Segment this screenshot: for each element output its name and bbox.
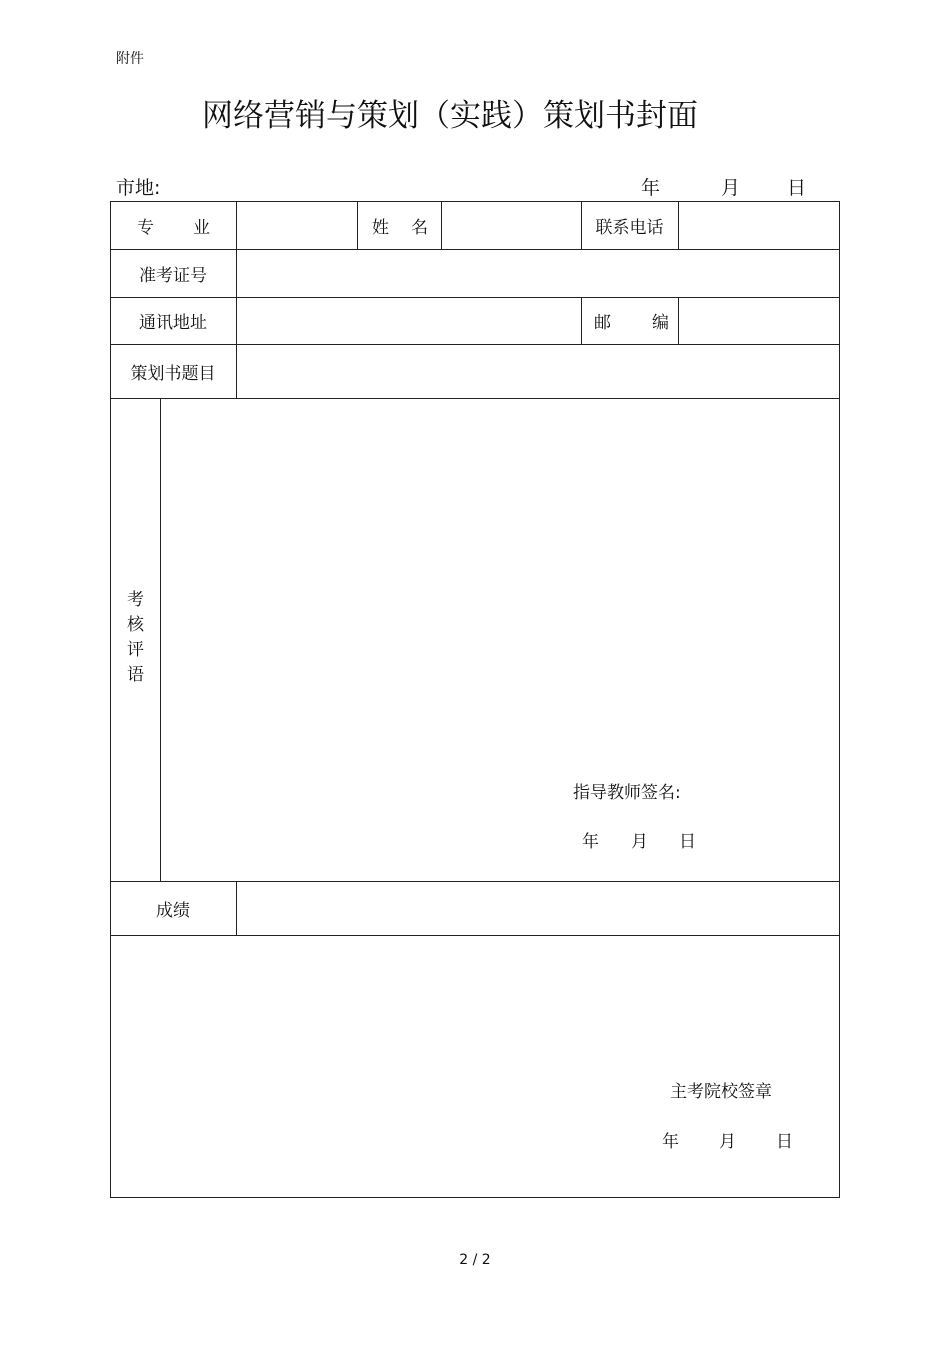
major-label — [137, 201, 210, 249]
postcode-label — [594, 297, 669, 344]
grid-line — [110, 935, 840, 936]
score-label: 成绩 — [156, 900, 190, 921]
name-field[interactable] — [442, 202, 581, 249]
header-month: 月 — [721, 177, 741, 199]
comment-year: 年 — [582, 832, 599, 852]
phone-field[interactable] — [679, 202, 839, 249]
comment-month: 月 — [631, 832, 648, 852]
stamp-day: 日 — [776, 1132, 793, 1152]
page-number: 2 / 2 — [459, 1252, 491, 1268]
grid-line — [357, 201, 358, 249]
plan-title-field[interactable] — [237, 345, 839, 398]
comment-label-char: 核 — [127, 615, 144, 635]
major-field[interactable] — [237, 202, 357, 249]
teacher-signature-label: 指导教师签名: — [573, 783, 681, 803]
postcode-field[interactable] — [679, 298, 839, 344]
comment-day: 日 — [679, 832, 696, 852]
postcode-label-char: 邮 — [594, 313, 611, 333]
header-day: 日 — [787, 177, 807, 199]
stamp-year: 年 — [662, 1132, 679, 1152]
grid-line — [581, 297, 582, 344]
stamp-month: 月 — [719, 1132, 736, 1152]
school-stamp-label: 主考院校签章 — [670, 1082, 772, 1102]
exam-number-label: 准考证号 — [139, 265, 207, 286]
name-label — [372, 201, 428, 249]
grid-line — [839, 201, 840, 1198]
comment-label-char: 评 — [127, 640, 144, 660]
phone-label: 联系电话 — [595, 217, 664, 238]
page-title-text: 网络营销与策划（实践）策划书封面 — [202, 98, 698, 134]
city-label: 市地: — [116, 177, 161, 199]
address-field[interactable] — [237, 298, 581, 344]
name-label-char: 名 — [411, 217, 428, 238]
comment-field[interactable] — [161, 399, 839, 769]
address-label: 通讯地址 — [139, 313, 207, 333]
comment-label — [111, 588, 160, 688]
attachment-label: 附件 — [116, 51, 144, 67]
page-title — [0, 90, 950, 135]
comment-label-char: 语 — [127, 665, 144, 685]
name-label-char: 姓 — [372, 217, 389, 238]
major-label-char: 业 — [193, 217, 210, 238]
exam-number-field[interactable] — [237, 250, 839, 297]
header-year: 年 — [641, 177, 661, 199]
postcode-label-char: 编 — [652, 313, 669, 333]
major-label-char: 专 — [137, 217, 154, 238]
grid-line — [110, 1197, 840, 1198]
plan-title-label: 策划书题目 — [130, 363, 216, 384]
comment-label-char: 考 — [127, 590, 144, 610]
score-field[interactable] — [237, 882, 839, 935]
